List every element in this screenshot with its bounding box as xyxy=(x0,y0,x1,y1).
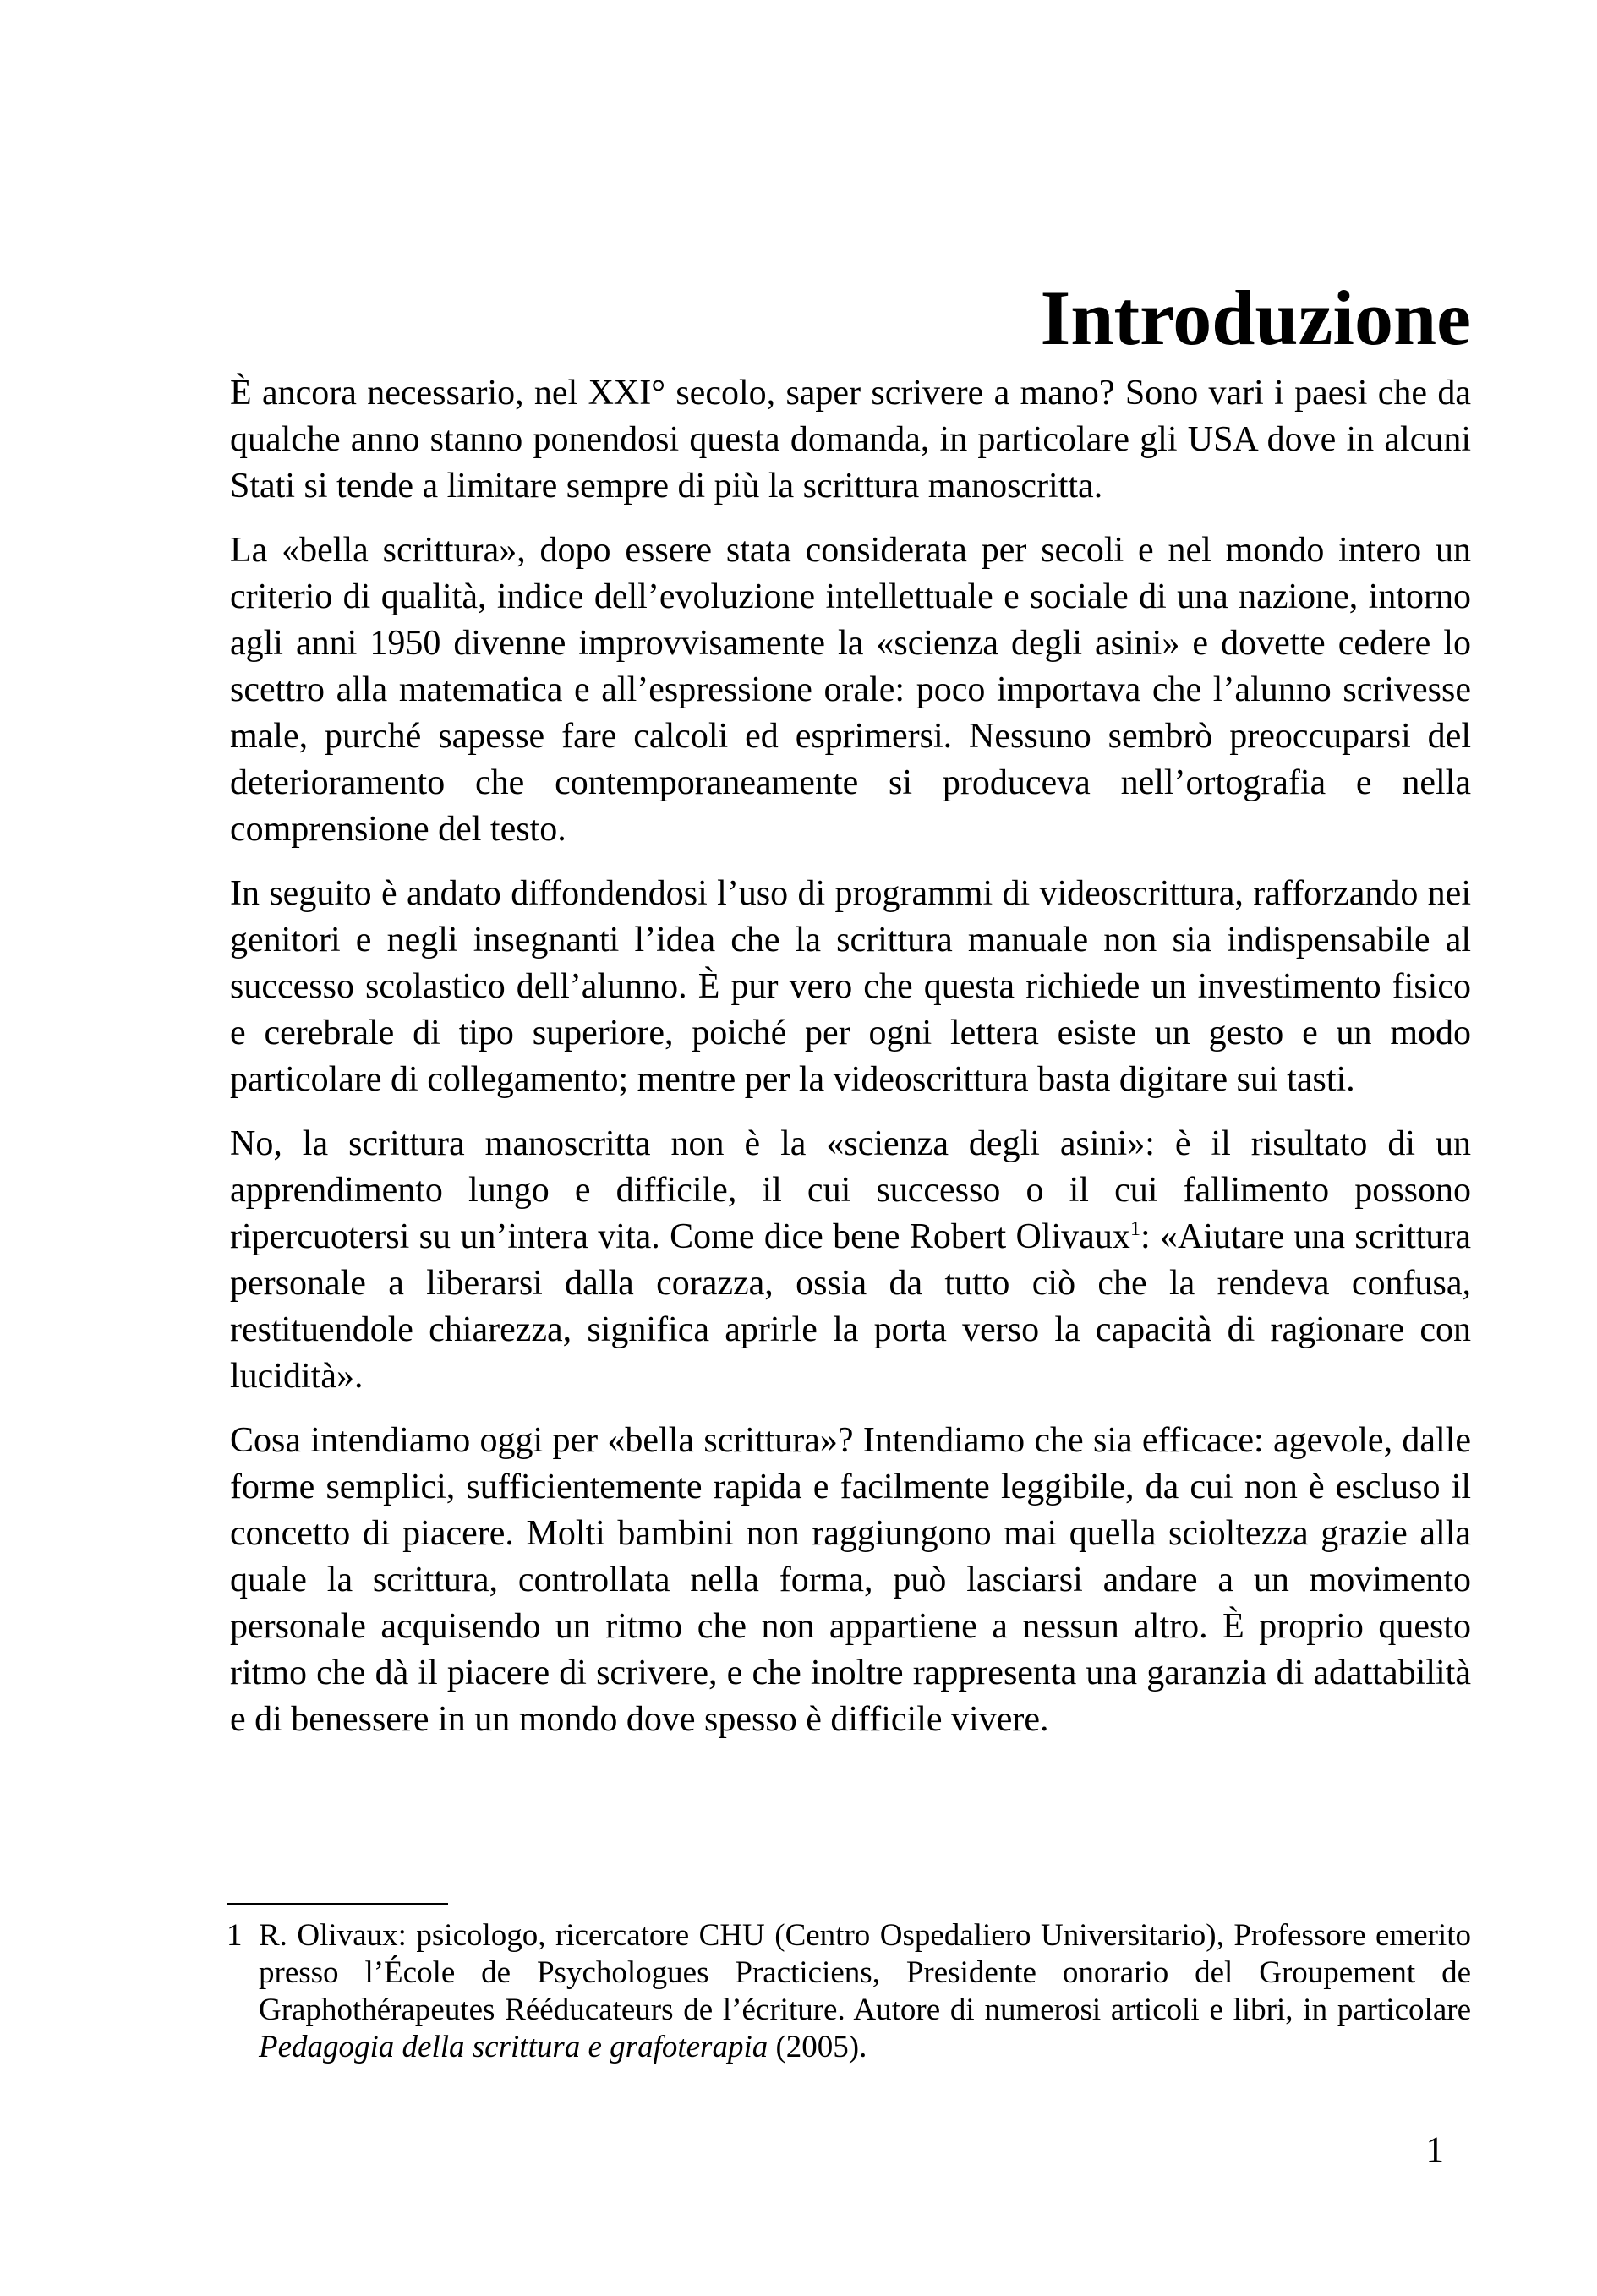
footnote-book-title: Pedagogia della scrittura e grafoterapia xyxy=(259,2030,768,2064)
paragraph-1: È ancora necessario, nel XXI° secolo, saper scrivere a mano? Sono vari i paesi che da qualche anno stanno ponendosi questa domanda, in particolare gli USA dove in alcuni Stati si tende a limitare sempre di più la scrittura manoscritta. xyxy=(230,374,1471,506)
page-title: Introduzione xyxy=(1040,274,1471,361)
paragraph-3: In seguito è andato diffondendosi l’uso di programmi di videoscrittura, rafforzando nei genitori e negli insegnanti l’idea che la scrittura manuale non sia indispensabile al successo scolastico dell’alunno. È pur vero che questa richiede un investimento fisico e cerebrale di tipo superiore, poiché per ogni lettera esiste un gesto e un modo particolare di collegamento; mentre per la videoscrittura basta digitare sui tasti. xyxy=(230,874,1471,1099)
footnote xyxy=(227,1917,1471,2066)
paragraph-4-text-continued: : «Aiutare una scrittura personale a liberarsi dalla corazza, ossia da tutto ciò che la rendeva confusa, restituendole chiarezza, significa aprirle la porta verso la capacità di ragionare con lucidità». xyxy=(230,1217,1471,1396)
footnote-text-after: (2005). xyxy=(768,2030,867,2064)
body-text xyxy=(230,370,1471,1761)
footnote-separator-rule xyxy=(227,1903,448,1905)
footnote-text-main: R. Olivaux: psicologo, ricercatore CHU (Centro Ospedaliero Universitario), Professore emerito presso l’École de Psychologues Practiciens, Presidente onorario del Groupement de Graphothérapeutes Rééducateurs de l’écriture. Autore di numerosi articoli e libri, in particolare xyxy=(259,1918,1471,2027)
paragraph-2: La «bella scrittura», dopo essere stata considerata per secoli e nel mondo intero un criterio di qualità, indice dell’evoluzione intellettuale e sociale di una nazione, intorno agli anni 1950 divenne improvvisamente la «scienza degli asini» e dovette cedere lo scettro alla matematica e all’espressione orale: poco importava che l’alunno scrivesse male, purché sapesse fare calcoli ed esprimersi. Nessuno sembrò preoccuparsi del deterioramento che contemporaneamente si produceva nell’ortografia e nella comprensione del testo. xyxy=(230,531,1471,849)
footnote-number: 1 xyxy=(227,1918,243,1953)
footnote-reference-mark: 1 xyxy=(1129,1217,1141,1240)
page-number: 1 xyxy=(1425,2130,1444,2170)
paragraph-5: Cosa intendiamo oggi per «bella scrittura»? Intendiamo che sia efficace: agevole, dalle forme semplici, sufficientemente rapida e facilmente leggibile, da cui non è escluso il concetto di piacere. Molti bambini non raggiungono mai quella scioltezza grazie alla quale la scrittura, controllata nella forma, può lasciarsi andare a un movimento personale acquisendo un ritmo che non appartiene a nessun altro. È proprio questo ritmo che dà il piacere di scrivere, e che inoltre rappresenta una garanzia di adattabilità e di benessere in un mondo dove spesso è difficile vivere. xyxy=(230,1421,1471,1739)
paragraph-4 xyxy=(230,1121,1471,1400)
paragraph-4-text: No, la scrittura manoscritta non è la «scienza degli asini»: è il risultato di un apprendimento lungo e difficile, il cui successo o il cui fallimento possono ripercuotersi su un’intera vita. Come dice bene Robert Olivaux xyxy=(230,1124,1471,1256)
footnote-text xyxy=(259,1917,1471,2066)
